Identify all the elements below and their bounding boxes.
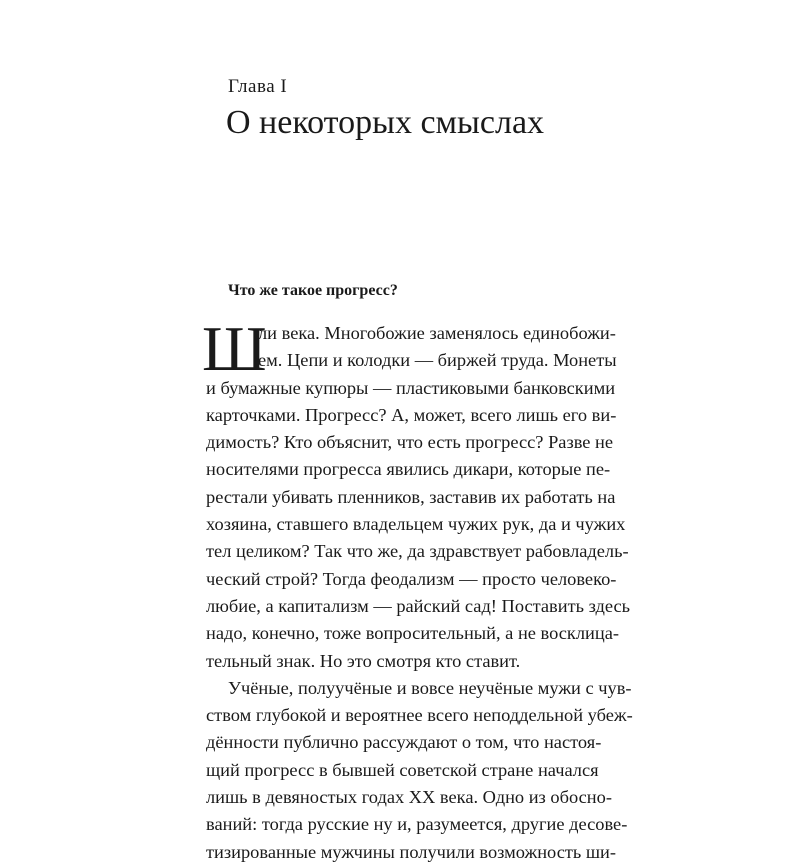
text-line: тельный знак. Но это смотря кто ставит. xyxy=(206,650,521,671)
section-heading: Что же такое прогресс? xyxy=(228,282,398,299)
text-line: лишь в девяностых годах XX века. Одно из обосно- xyxy=(206,787,612,808)
text-line: дённости публично рассуждают о том, что настоя- xyxy=(206,732,602,753)
text-line: любие, а капитализм — райский сад! Поставить здесь xyxy=(206,595,631,616)
text-line: димость? Кто объяснит, что есть прогресс? Разве не xyxy=(206,432,614,453)
text-line: и бумажные купюры — пластиковыми банковскими xyxy=(206,377,616,398)
text-line: тизированные мужчины получили возможность ши- xyxy=(206,841,617,862)
paragraph-2 xyxy=(206,675,633,866)
body-text xyxy=(202,313,633,866)
text-line: ем. Цепи и колодки — биржей труда. Монеты xyxy=(258,350,617,371)
text-line: ческий строй? Тогда феодализм — просто человеко- xyxy=(206,568,617,589)
drop-cap: Ш xyxy=(202,313,267,384)
text-line: ством глубокой и вероятнее всего неподдельной убеж- xyxy=(206,705,633,726)
text-line: карточками. Прогресс? А, может, всего лишь его ви- xyxy=(206,404,617,425)
text-line: щий прогресс в бывшей советской стране начался xyxy=(206,759,599,780)
text-line: носителями прогресса явились дикари, которые пе- xyxy=(206,459,611,480)
chapter-label: Глава I xyxy=(228,76,288,97)
text-line: ли века. Многобожие заменялось единобожи- xyxy=(258,323,616,343)
text-line: рестали убивать пленников, заставив их работать на xyxy=(206,486,616,507)
text-line: Учёные, полуучёные и вовсе неучёные мужи с чув- xyxy=(228,677,632,698)
text-line: тел целиком? Так что же, да здравствует рабовладель- xyxy=(206,541,629,562)
text-line: хозяина, ставшего владельцем чужих рук, да и чужих xyxy=(206,514,626,535)
text-line: надо, конечно, тоже вопросительный, а не восклица- xyxy=(206,623,619,644)
chapter-title: О некоторых смыслах xyxy=(226,104,545,141)
text-line: ваний: тогда русские ну и, разумеется, другие десове- xyxy=(206,814,628,835)
